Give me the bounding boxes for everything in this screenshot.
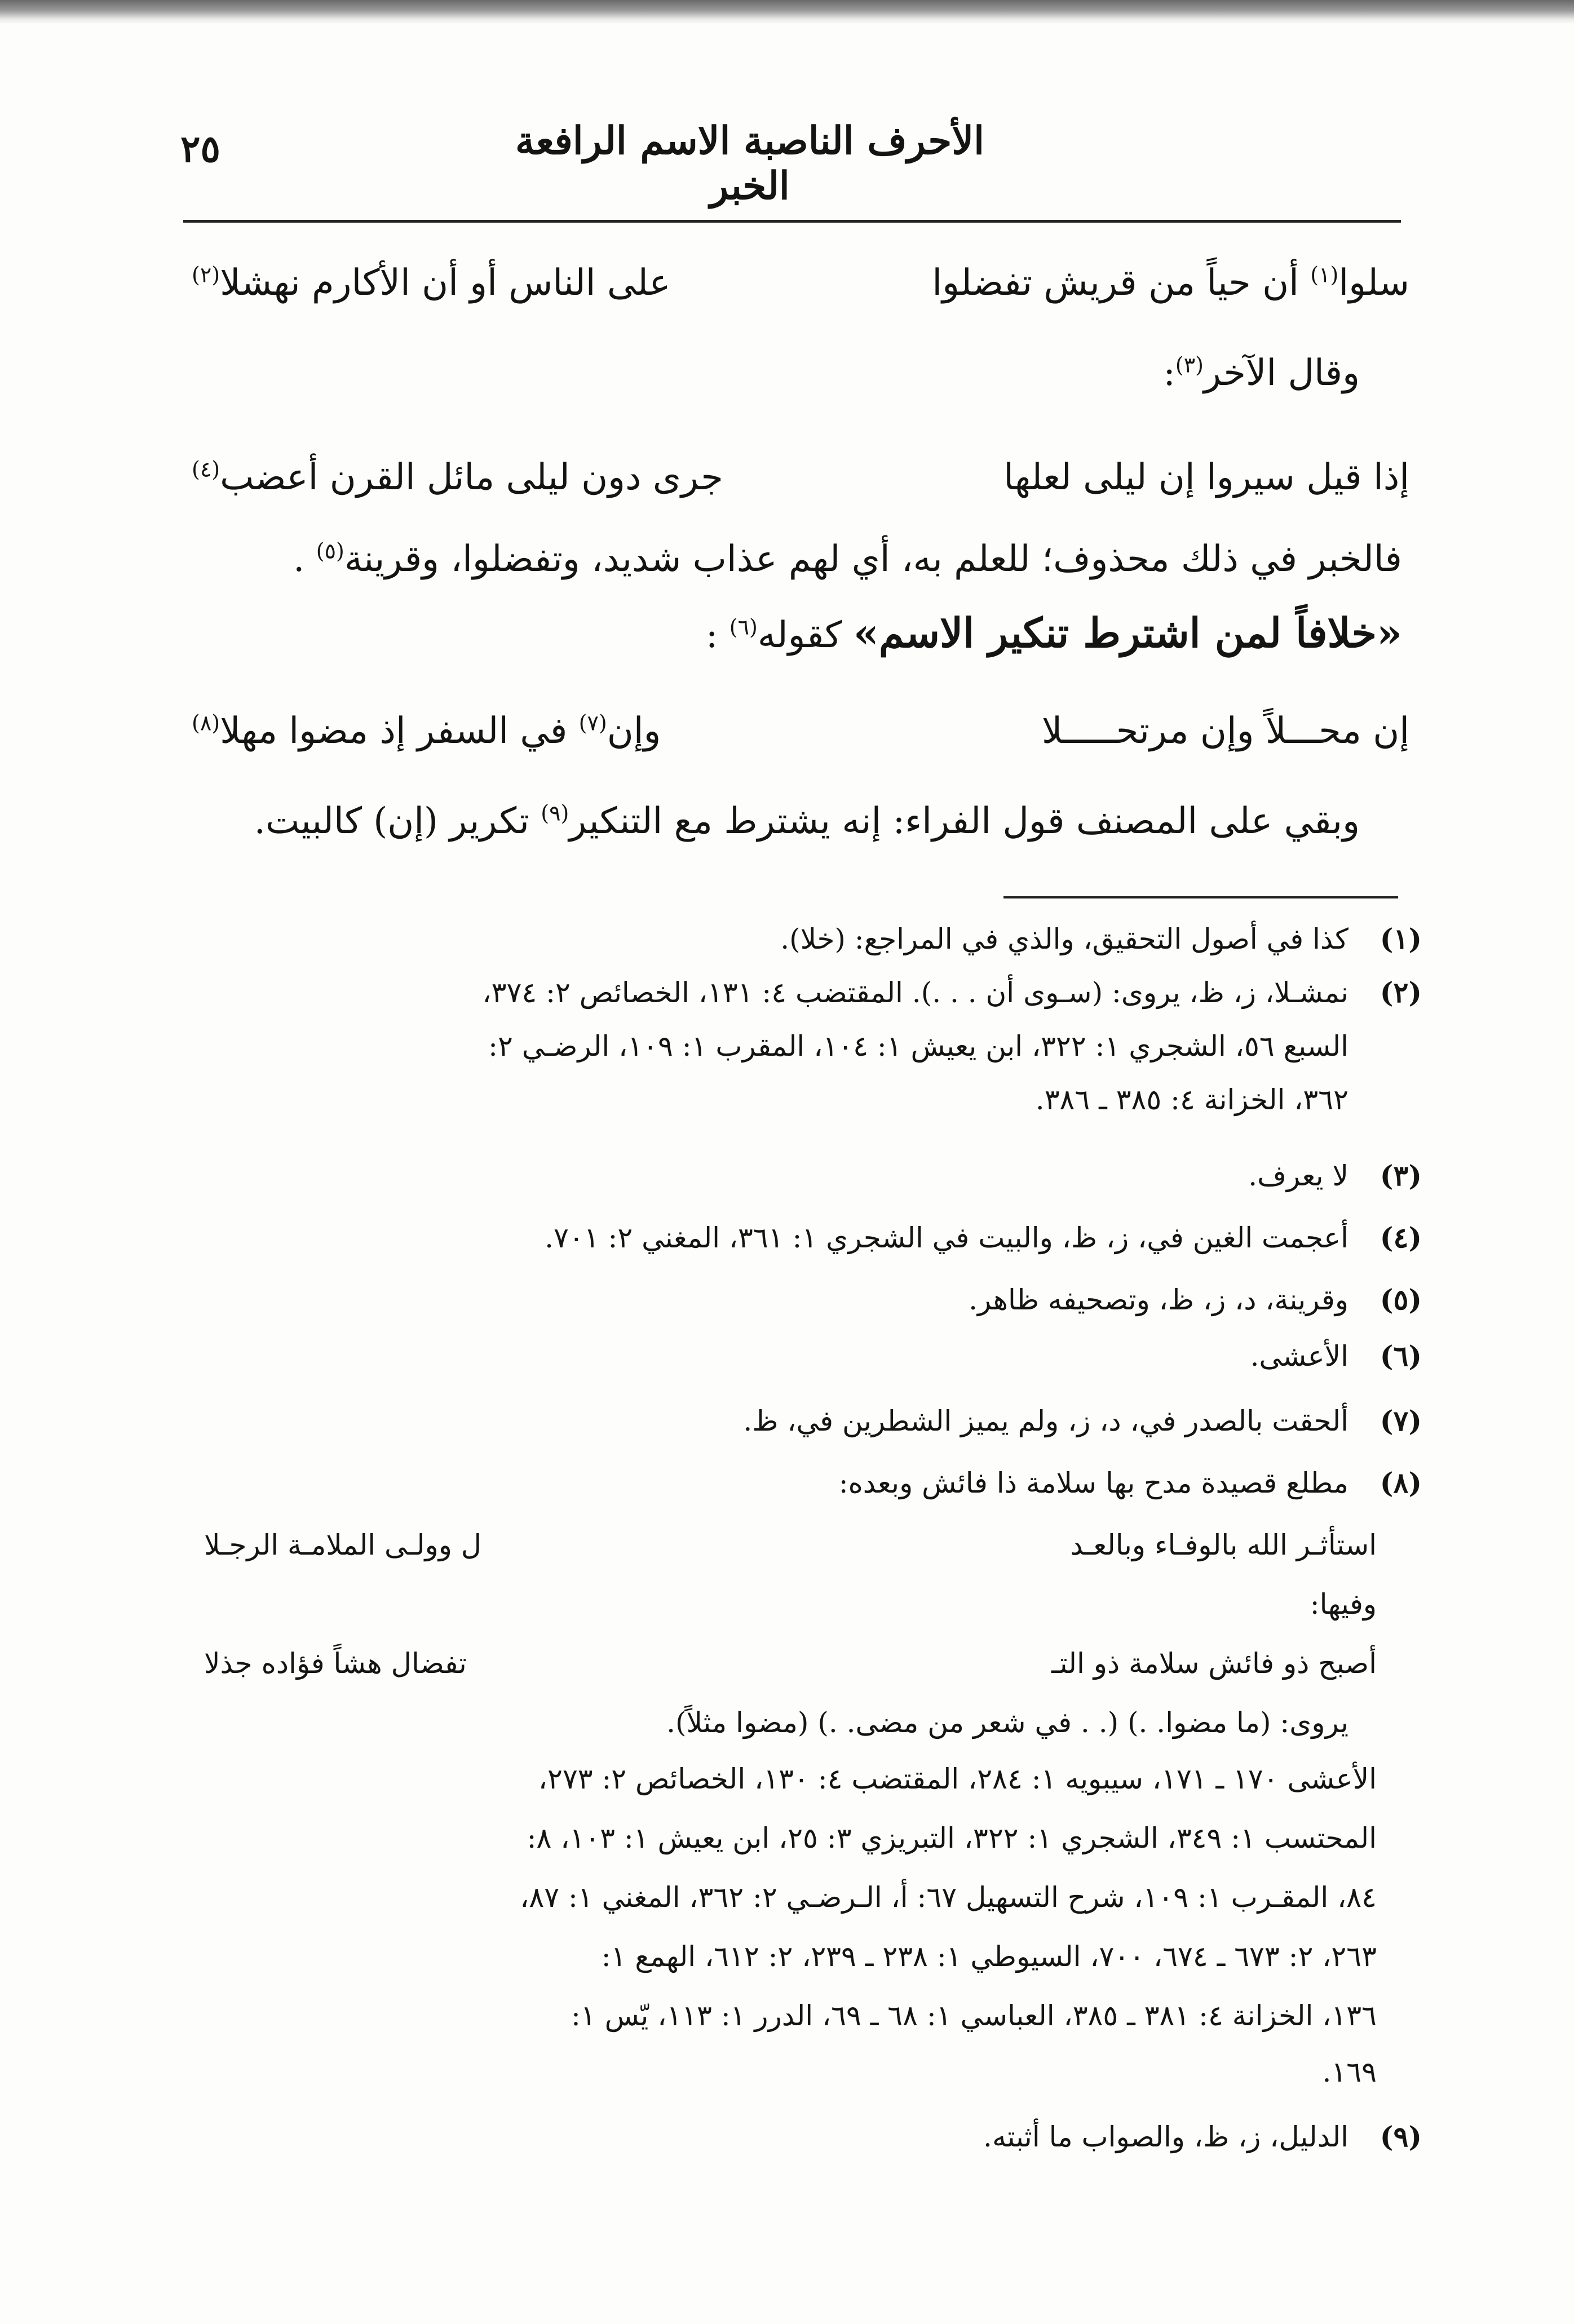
footnote-8-refs-line-3: ٨٤، المقـرب ١: ١٠٩، شرح التسهيل ٦٧: أ، الـرضـي ٢: ٣٦٢، المغني ١: ٨٧،	[520, 1881, 1377, 1914]
footnote-text: نمشـلا، ز، ظ، يروى: (سـوى أن . . .). المقتضب ٤: ١٣١، الخصائص ٢: ٣٧٤،	[482, 976, 1348, 1009]
verse-a-first-hemistich: استأثـر الله بالوفـاء وبالعـد	[1070, 1529, 1377, 1561]
footnote-number: (٨)	[1380, 1466, 1422, 1499]
verse-2-first-hemistich: إذا قيل سيروا إن ليلى لعلها	[1003, 457, 1409, 498]
footnote-8-refs-line-1: الأعشى ١٧٠ ـ ١٧١، سيبويه ١: ٢٨٤، المقتضب ٤: ١٣٠، الخصائص ٢: ٢٧٣،	[538, 1763, 1377, 1795]
footnote-text: كذا في أصول التحقيق، والذي في المراجع: (خلا).	[780, 923, 1348, 955]
commentary-line-1: فالخبر في ذلك محذوف؛ للعلم به، أي لهم عذاب شديد، وتفضلوا، وقرينة$^{(٥)}$ .	[293, 538, 1402, 580]
footnote-ref-6[interactable]: (٦)	[729, 614, 758, 640]
verse-3-second-hemistich: وإن$^{(٧)}$ في السفر إذ مضوا مهلا$^{(٨)}$	[192, 710, 661, 752]
footnote-number: (٣)	[1380, 1159, 1422, 1192]
verse-2	[192, 457, 1409, 519]
intro-line-other-poet: وقال الآخر$^{(٣)}$:	[1163, 352, 1360, 394]
running-title: الأحرف الناصبة الاسم الرافعة الخبر	[515, 118, 984, 209]
footnote-2-line-3: ٣٦٢، الخزانة ٤: ٣٨٥ ـ ٣٨٦.	[1035, 1083, 1348, 1116]
footnote-8-refs-line-2: المحتسب ١: ٣٤٩، الشجري ١: ٣٢٢، التبريزي ٣: ٢٥، ابن يعيش ١: ١٠٣، ٨:	[527, 1822, 1377, 1854]
commentary-line-3: وبقي على المصنف قول الفراء: إنه يشترط مع التنكير$^{(٩)}$ تكرير (إن) كالبيت.	[254, 800, 1360, 842]
footnote-8-refs-line-4: ٢٦٣، ٢: ٦٧٣ ـ ٦٧٤، ٧٠٠، السيوطي ١: ٢٣٨ ـ ٢٣٩، ٢: ٦١٢، الهمع ١:	[601, 1940, 1377, 1973]
footnote-number: (٩)	[1380, 2120, 1422, 2153]
footnote-ref-4[interactable]: (٤)	[192, 457, 220, 482]
footnote-8-variants: يروى: (ما مضوا. .) (. . في شعر من مضى. .) (مضوا مثلاً).	[666, 1706, 1348, 1739]
footnote-8-refs-line-5: ١٣٦، الخزانة ٤: ٣٨١ ـ ٣٨٥، العباسي ١: ٦٨ ـ ٦٩، الدرر ١: ١١٣، يّس ١:	[571, 1999, 1377, 2032]
page-number: ٢٥	[180, 127, 220, 171]
footnote-text: مطلع قصيدة مدح بها سلامة ذا فائش وبعده:	[838, 1467, 1348, 1499]
verse-1	[192, 262, 1409, 324]
header-rule	[183, 220, 1401, 223]
footnotes-separator	[1003, 896, 1398, 898]
verse-1-first-hemistich: سلوا$^{(١)}$ أن حياً من قريش تفضلوا	[932, 262, 1409, 304]
footnote-text: وقرينة، د، ز، ظ، وتصحيفه ظاهر.	[969, 1283, 1348, 1316]
footnote-number: (٢)	[1380, 976, 1422, 1009]
footnote-number: (٦)	[1380, 1339, 1422, 1373]
footnote-2-line-2: السبع ٥٦، الشجري ١: ٣٢٢، ابن يعيش ١: ١٠٤، المقرب ١: ١٠٩، الرضـي ٢:	[488, 1030, 1348, 1063]
footnote-ref-1[interactable]: (١)	[1310, 262, 1339, 287]
footnote-number: (٧)	[1380, 1404, 1422, 1437]
footnote-text: الأعشى.	[1250, 1340, 1348, 1373]
footnote-8-refs-line-6: ١٦٩.	[1322, 2056, 1377, 2088]
footnote-ref-9[interactable]: (٩)	[541, 800, 569, 826]
verse-3-first-hemistich: إن محـــلاً وإن مرتحـــــلا	[1041, 710, 1409, 752]
footnote-ref-3[interactable]: (٣)	[1175, 352, 1204, 378]
verse-b-first-hemistich: أصبح ذو فائش سلامة ذو التـ	[1051, 1647, 1377, 1680]
footnote-number: (١)	[1380, 922, 1422, 955]
footnote-text: أعجمت الغين في، ز، ظ، والبيت في الشجري ١: ٣٦١، المغني ٢: ٧٠١.	[545, 1221, 1348, 1254]
footnote-ref-5[interactable]: (٥)	[316, 538, 344, 564]
verse-3	[192, 710, 1409, 772]
verse-1-second-hemistich: على الناس أو أن الأكارم نهشلا$^{(٢)}$	[192, 262, 671, 304]
footnote-ref-7[interactable]: (٧)	[578, 710, 607, 736]
footnote-number: (٤)	[1380, 1221, 1422, 1254]
footnote-text: لا يعرف.	[1248, 1159, 1348, 1192]
matn-quote: «خلافاً لمن اشترط تنكير الاسم»	[853, 609, 1402, 657]
footnote-8-verse-b	[204, 1640, 1377, 1686]
footnote-number: (٥)	[1380, 1283, 1422, 1316]
footnote-text: ألحقت بالصدر في، د، ز، ولم يميز الشطرين في، ظ.	[743, 1405, 1348, 1437]
verse-a-second-hemistich: ل وولـى الملامـة الرجـلا	[204, 1529, 482, 1561]
verse-b-second-hemistich: تفضال هشاً فؤاده جذلا	[204, 1647, 467, 1680]
verse-2-second-hemistich: جرى دون ليلى مائل القرن أعضب$^{(٤)}$	[192, 457, 723, 498]
footnote-8-verse-a	[204, 1522, 1377, 1568]
footnote-8-intro: وفيها:	[1310, 1588, 1377, 1621]
footnote-ref-2[interactable]: (٢)	[192, 262, 220, 287]
footnote-text: الدليل، ز، ظ، والصواب ما أثبته.	[983, 2121, 1348, 2153]
commentary-line-2: «خلافاً لمن اشترط تنكير الاسم» كقوله$^{(٦)}$ :	[705, 609, 1402, 657]
footnote-ref-8[interactable]: (٨)	[192, 710, 220, 736]
